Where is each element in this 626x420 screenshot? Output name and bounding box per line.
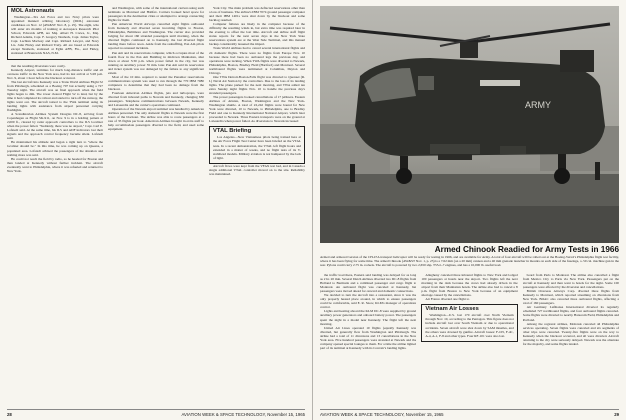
chinook-helicopter-image xyxy=(320,6,619,243)
svg-text:ARMY: ARMY xyxy=(525,100,552,110)
left-col3-para: Computer failures are likely in the computer because of the difficulty the resulting winds in, but extra time was required later in the evening to offset the lost time. Aircraft and airline staff flight status reports for the next seven days in the New York State reservations system are at the West Side Terminal, and this manual backup considerably lessened the impact. xyxy=(209,22,305,47)
left-col3-para: Aircraft flows were kept from the VFAX test bed, and in Canada a single additional VTAL controller moved on to the site. Reliability was maintained. xyxy=(209,163,305,176)
right-col1-para: Lights and heating aboard the KLM DC-8 were supplied by ground auxiliary power generators and onboard battery power. The passengers spent the night in a model near Kennedy. The flight left the next morning. xyxy=(320,309,417,326)
vtal-box-body: Los Angeles—New Vietnamese pilots being trained here at the Air Force Flight Test Center have been briefed on the VTAL tests. In a recent demonstration, the VTAL left flight hours and extended in a matter of weeks, and no flight tests of its V-stabilized models. Military aviation is not hampered by the lack of light. xyxy=(213,135,301,160)
page-number: 28 xyxy=(7,412,12,417)
right-col3-para: Air Germany Lufthansa International diverted its regularly scheduled 727 northbound flights, and four outbound flights canceled. Some flights were diverted to nearby Hanscom Field, Philadelphia and Portland. xyxy=(522,305,619,322)
right-column-2 xyxy=(421,273,517,404)
right-col1-para: We decided to turn the aircraft into a restaurant, since it was the only properly heated place around, in which to ensure passengers could be comfortable, said E. R. Snow, KLM's manager of operations control. xyxy=(320,293,417,310)
left-col1-para: He maintained his altitude and began a right turn to "where the localizer should be." In this time, he was coming up on Queens, a populated area. Lofstedt advised the passengers of the situation and nothing more was said. xyxy=(7,140,103,157)
right-col1-para: the traffic load there, Eastern said landing was delayed for as long as 2 hr. 20 min. Several Dutch Airlines diverted two DC-8 flights from Holland to Bermuda and a combined passenger and cargo flight to Montreal. An outbound flight was canceled at Kennedy, but passengers were moved ahead for onward and domestic connections. xyxy=(320,273,417,294)
right-page xyxy=(313,0,626,420)
right-col3-para: British Overseas Airways Corp. diverted three flights from Kennedy to Montreal, which reported streaming on diversions from New York. BOAC also canceled three outbound flights, affecting a total of 160 passengers. xyxy=(522,289,619,306)
mol-astronauts-box xyxy=(7,6,103,60)
left-columns xyxy=(7,6,305,404)
left-column-2 xyxy=(108,6,204,404)
footer-text: AVIATION WEEK & SPACE TECHNOLOGY, November 15, 1965 xyxy=(320,412,444,417)
page-number: 29 xyxy=(614,412,619,417)
right-footer xyxy=(320,409,619,417)
left-col2-para: Fourteen American Airlines flights, jets and turboprops, were diverted from inbound paths to Newark and Kennedy, changing 630 passengers. Telephone communications between Newark, Kennedy and LaGuardia and the carrier's operations continued. xyxy=(108,90,204,108)
left-col1-para: He could not reach the field by radio, so he headed for Boston and then landed at Kennedy without further incident. The aircraft eventually went to Philadelphia, where it was refueled and returned to New York. xyxy=(7,156,103,173)
left-col1-para: Kennedy Airport, terminus for much long-distance traffic and all overseas traffic in the New York area, had its last arrival at 5:28 p.m. Nov. 9, about 1 hour before the blackout occurred. xyxy=(7,67,103,80)
left-footer xyxy=(7,409,305,417)
right-column-1 xyxy=(320,273,416,404)
right-column-3 xyxy=(523,273,619,404)
left-col3-para: Trans World Airlines had to cancel several international flights and 24 domestic flights. There were no flights from Europe Nov. 10 because there had been no outbound legs the previous day, and operations were lacking. When TWA flights were diverted to Newark, Philadelphia, Boston, Bradley Field (Hartford) and Montreal. Several northbound flights were terminated at Columbus, Dayton and Chicago. xyxy=(209,46,305,75)
left-column-1 xyxy=(7,6,103,404)
right-col3-para: board from Paris to Montreal. The airline also cancelled a flight from Mexico City to Paris via New York. Passengers put on the aircraft at Kennedy and then went to hotels for the night. Some 100 passengers were affected by the diversion and cancellations. xyxy=(522,273,619,290)
vietnam-air-losses-box xyxy=(421,304,517,341)
caption-title: Armed Chinook Readied for Army Tests in 1966 xyxy=(434,245,619,254)
left-col2-para: Operation of the Newark airport terminal was handled by American Airlines personnel. The only domestic flights to Newark were the first hours of the blackout. The airline was able to route passengers at a rate of 35 flights per hour. American Airlines brought in extra staff to help accommodate passengers diverted to the field, and used some equipment. xyxy=(108,107,204,132)
left-col1-para: The last aircraft into Kennedy was a Trans World Airlines Flight 52 from Pittsburgh, scheduled as a Boeing 707 but actually using a 727 Tuesday night. The aircraft was on final approach when the field lights began to dim. The tower cleared Flight 52 to land, but by the time it had completed its rollout and started to turn off the runway, the lights went out. The aircraft taxied to the TWA terminal using its landing lights with assistance from airport personnel carrying flashlights. xyxy=(7,79,103,113)
right-columns xyxy=(320,273,619,404)
left-col3-para: The power passengers booked cancellations of 17 jetliners. Eastern Airlines of Atlanta, Boston, Washington and the New York-Washington shuttle. A total of 22,242 flights were bound for New York were diverted, 10 to Newark, to Philadelphia, one to Bradley Field and one to Kennedy International National Airport, which later proceeded to Newark. Three Eastern transports were on the ground at LaGuardia when power failed. As diversions to Newark increased xyxy=(209,95,305,124)
left-col1-para: that the resulting diversions were costly. xyxy=(11,63,66,68)
left-col3-para: One TWA Detroit-Boston-Falls flight was diverted to Quonset (R. I.) Naval Air Station by the controllers. Due to the loss of its landing lights. The plane parked for the next morning, and TWA added ten extra Sunday night flights Nov. 10 to handle the previous day's stranded passengers. xyxy=(209,74,305,95)
footer-text: AVIATION WEEK & SPACE TECHNOLOGY, November 15, 1965 xyxy=(181,412,305,417)
vietnam-box-title: Vietnam Air Losses xyxy=(425,306,479,313)
left-column-3 xyxy=(209,6,305,404)
vtal-briefing-box xyxy=(209,126,305,163)
vtal-box-title: VTAL Briefing xyxy=(213,128,252,135)
vietnam-box-body: Washington—U.S. lost 170 aircraft over North Vietnam through Nov. 10, according to the Pentagon. This figure does not include aircraft lost over South Vietnam or due to operational accidents. Seven aircraft were shot down by SAM missiles, and the others were downed by gunfire. Aircraft losses: F-105, F-4C, A-4, A-1, F-8 and other types. Four RF-101 were also lost. xyxy=(425,313,514,338)
left-col2-para: Pan American World Airways cancelled eight flights outbound from Kennedy and diverted seven incoming flights to Boston, Philadelphia, Baltimore and Washington. The carrier also provided lodging for about 160 stranded passengers until morning, when the diverted flights continued on to Kennedy, the last diverted flight landing there before noon. Aside from the reshuffling, Pan Am pilots reported no unusual incidents. xyxy=(108,22,204,51)
right-col3-para: Among the regional airlines, Mohawk canceled all Philadelphia services operating. Seven flights were canceled and six segments of other trips were canceled. Twenty-five flights were on the way to Kennedy when the blackout occurred, and all were diverted. Aircraft returning to the city were seriously delayed. Newark was the alternate for the majority, and some flights landed. xyxy=(522,321,619,346)
left-col3-para: York City. The main problem was deflected reservations other than a loss of business. The airline's IBM 7074 ground passenger computer and their IBM 1401s were shut down by the blackout and some backlog resulted. xyxy=(209,6,305,23)
mol-box-body: Washington—Six Air Force and two Navy pilots were appointed manned orbiting laboratory (MOL) astronaut candidates on Nov. 12 (AW&ST Nov. 8, p. 25). The eight, who will enter six months of training at Aerospace Research Pilot School, Edwards AFB, are Maj. Albert H. Crews, Jr., Maj. Richard Adams, Capt. F. Gregory Neubeck, Capt. James Taylor, Capt. Lachlan Macleay and Capt. Richard Lawyer, and Navy Lts. John Finley and Richard Truly. All are based at Edwards except Neubeck, stationed at Eglin AFB, Fla., and Finley, stationed at Brunswick NAS, N.M. xyxy=(11,15,99,56)
right-col1-para: United Air Lines operated 10 flights (equally Kennedy was diverted, but generally flew from Washington and Pittsburgh. The airline had a total of 11 diversions and 13 cancellations in the New York area. Five hundred passengers were stranded at Newark and the company opened special lounges to them. For a time the airline lighted part of its terminal at Kennedy with its Convair's landing lights. xyxy=(320,325,417,350)
left-col2-para: Most of the 10 min. required to restart the Panamac reservations communications system was used to run through the 770 IBM 7080 computers to determine that they had been no damage from the blackout. xyxy=(108,74,204,91)
caption-body: Armed and armored version of the CH-47A transport helicopter will be ready for testing in 1966, and are available for Army. A total of four aircraft will be rolled out at the Boeing-Vertol's Philadelphia flight test facility, where it has been flying for some time. The armed Chinook (AW&ST Nov. 1, p. 23) is a 7.62 mm (on a 20 mm) cannon and a 40 mm grenade launcher in mounts on each side of the fuselage, a .50 cal. machine gun in the rear. Pylons could carry 2.75 in. rockets. The aircraft is powered by two 2,650 shp. T55-L-7 engines, and has a 10,000 lb. useful load. xyxy=(320,255,619,268)
left-col2-para: Pan Am and its reservations computer, which occupies most of the fourth floor in the Pan Am Building in midtown Manhattan, shut down at about 5:30 p.m. when power failed in the city, but was running on auxiliary power 35 min. later. Pan Am said its reservation and ticket system was not damaged by the failure to any significant extent. xyxy=(108,50,204,75)
right-col2-para: Allegheny canceled three inbound flights to New York and lodged 100 passengers at hotels near the airport. Two flights left the next morning in the dark because the crews had already driven in the airport from their Manhattan hotels. The airline also had to cancel a 8 p.m. flight from Boston to New York because of an equipment shortage caused by the cancellations. xyxy=(421,273,518,298)
left-col1-para: A Scandinavian Airlines System Douglas DC-8, arriving from Copenhagen as Flight SK-911, on Nov. 9 is in a holding pattern at 2,000 ft., cleared by radar approach controllers to the ILS localizer when the power failed. "Suddenly, there was no airport," Capt. Carl E. Lofstedt said. At the same time, his ILS and ADF indicators lost their signals and the approach control frequency became silent. Lofstedt said. xyxy=(7,112,103,141)
right-col2-para: Air France diverted one flight to xyxy=(425,297,470,302)
mol-box-title: MOL Astronauts xyxy=(11,8,55,14)
chinook-photo xyxy=(320,6,619,243)
photo-caption xyxy=(320,245,619,267)
left-col2-para: and Washington, with some of the international carriers using such terminals as Montreal and Halifax. Carriers booked hotel space for passengers in the destination cities or attempted to arrange connecting flights for them. xyxy=(108,6,204,23)
